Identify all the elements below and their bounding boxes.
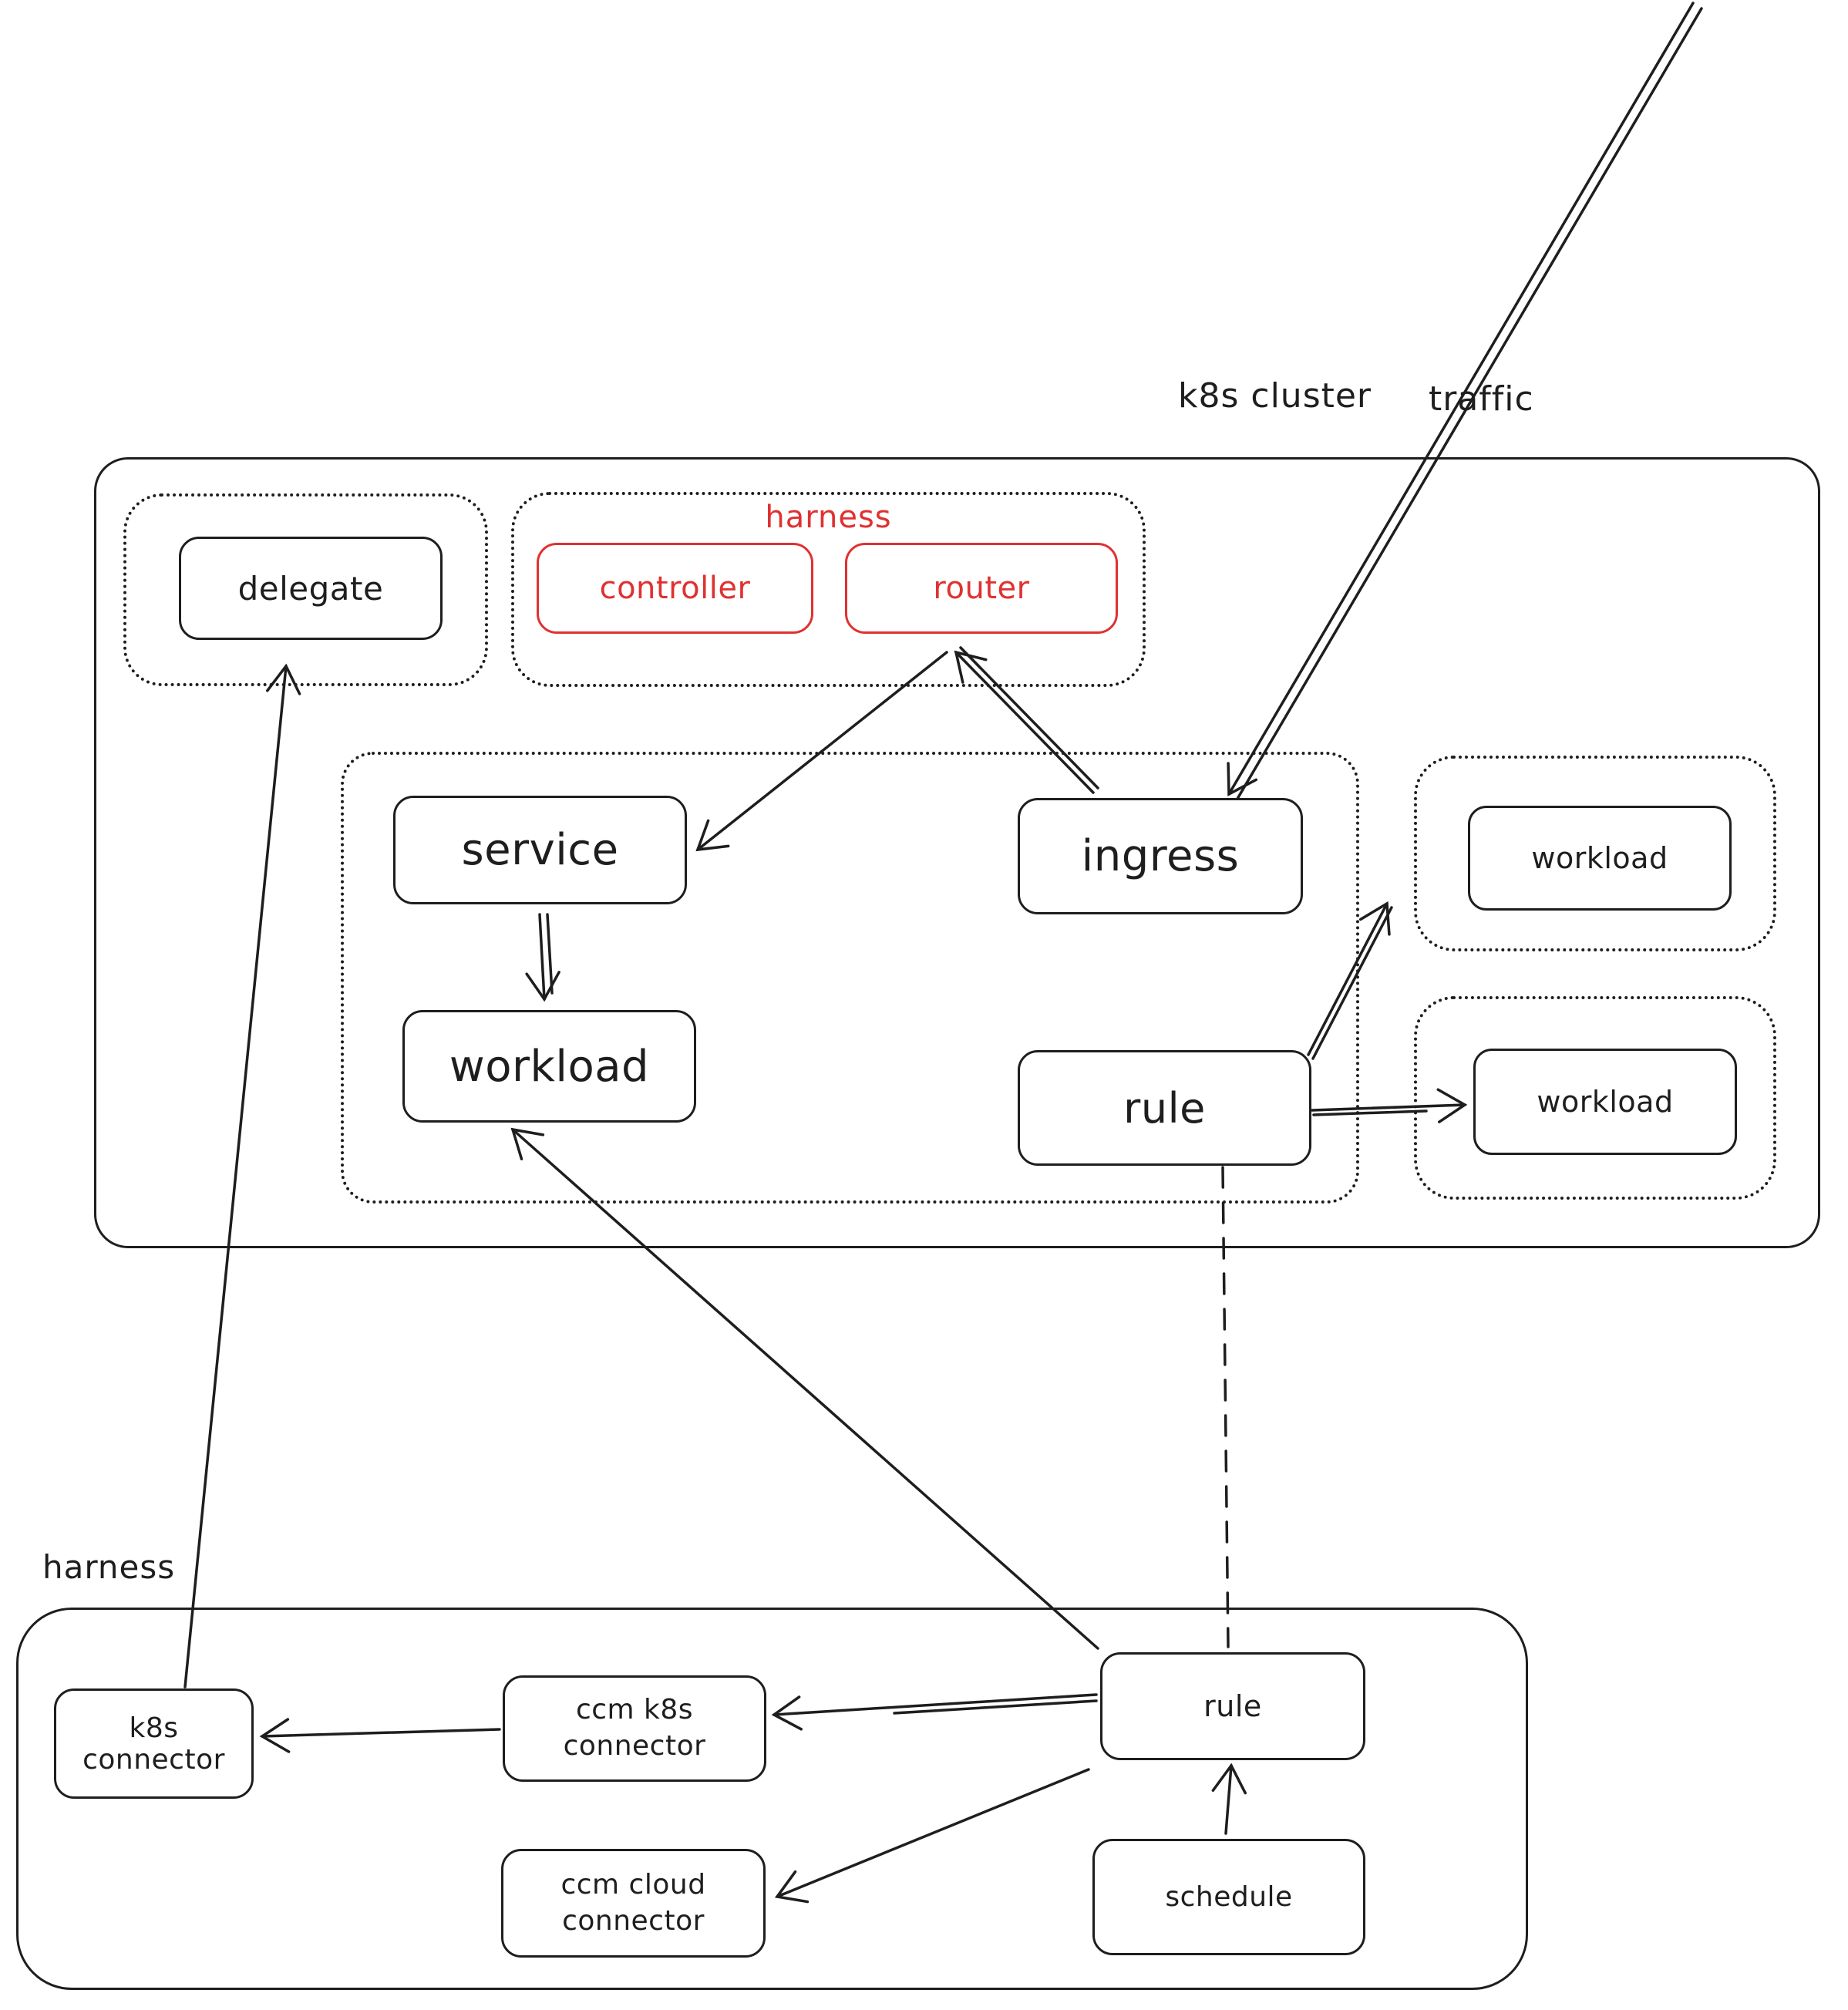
- k8s-connector-label: k8s connector: [82, 1712, 225, 1776]
- rule-harness-node: [1100, 1652, 1365, 1760]
- ccm-cloud-connector-node: [501, 1849, 766, 1958]
- ccm-cloud-connector-label: ccm cloud connector: [560, 1868, 706, 1937]
- workload-right-top-node: [1468, 806, 1732, 911]
- workload-main-node: [402, 1010, 696, 1123]
- schedule-label: schedule: [1165, 1881, 1293, 1913]
- k8s-connector-node: [54, 1688, 254, 1799]
- service-node: [393, 796, 687, 904]
- ccm-k8s-connector-node: [503, 1675, 766, 1782]
- rule-harness-label: rule: [1203, 1689, 1262, 1723]
- router-label: router: [933, 571, 1030, 606]
- ccm-k8s-connector-label: ccm k8s connector: [563, 1694, 706, 1762]
- router-node: [845, 543, 1118, 634]
- schedule-node: [1092, 1839, 1365, 1955]
- controller-node: [537, 543, 813, 634]
- controller-label: controller: [599, 571, 751, 606]
- delegate-label: delegate: [237, 569, 384, 608]
- harness-top-title: harness: [765, 500, 892, 535]
- workload-right-top-label: workload: [1531, 841, 1668, 875]
- workload-main-label: workload: [449, 1041, 650, 1092]
- workload-right-bottom-node: [1473, 1049, 1737, 1155]
- rule-cluster-label: rule: [1123, 1083, 1206, 1133]
- service-label: service: [461, 825, 619, 875]
- harness-bottom-label: harness: [42, 1548, 176, 1586]
- workload-right-bottom-label: workload: [1537, 1085, 1674, 1119]
- ingress-node: [1018, 798, 1303, 914]
- delegate-node: [179, 537, 443, 640]
- rule-cluster-node: [1018, 1050, 1311, 1166]
- ingress-label: ingress: [1081, 831, 1240, 881]
- traffic-label: traffic: [1429, 379, 1534, 419]
- k8s-cluster-label: k8s cluster: [1178, 376, 1372, 416]
